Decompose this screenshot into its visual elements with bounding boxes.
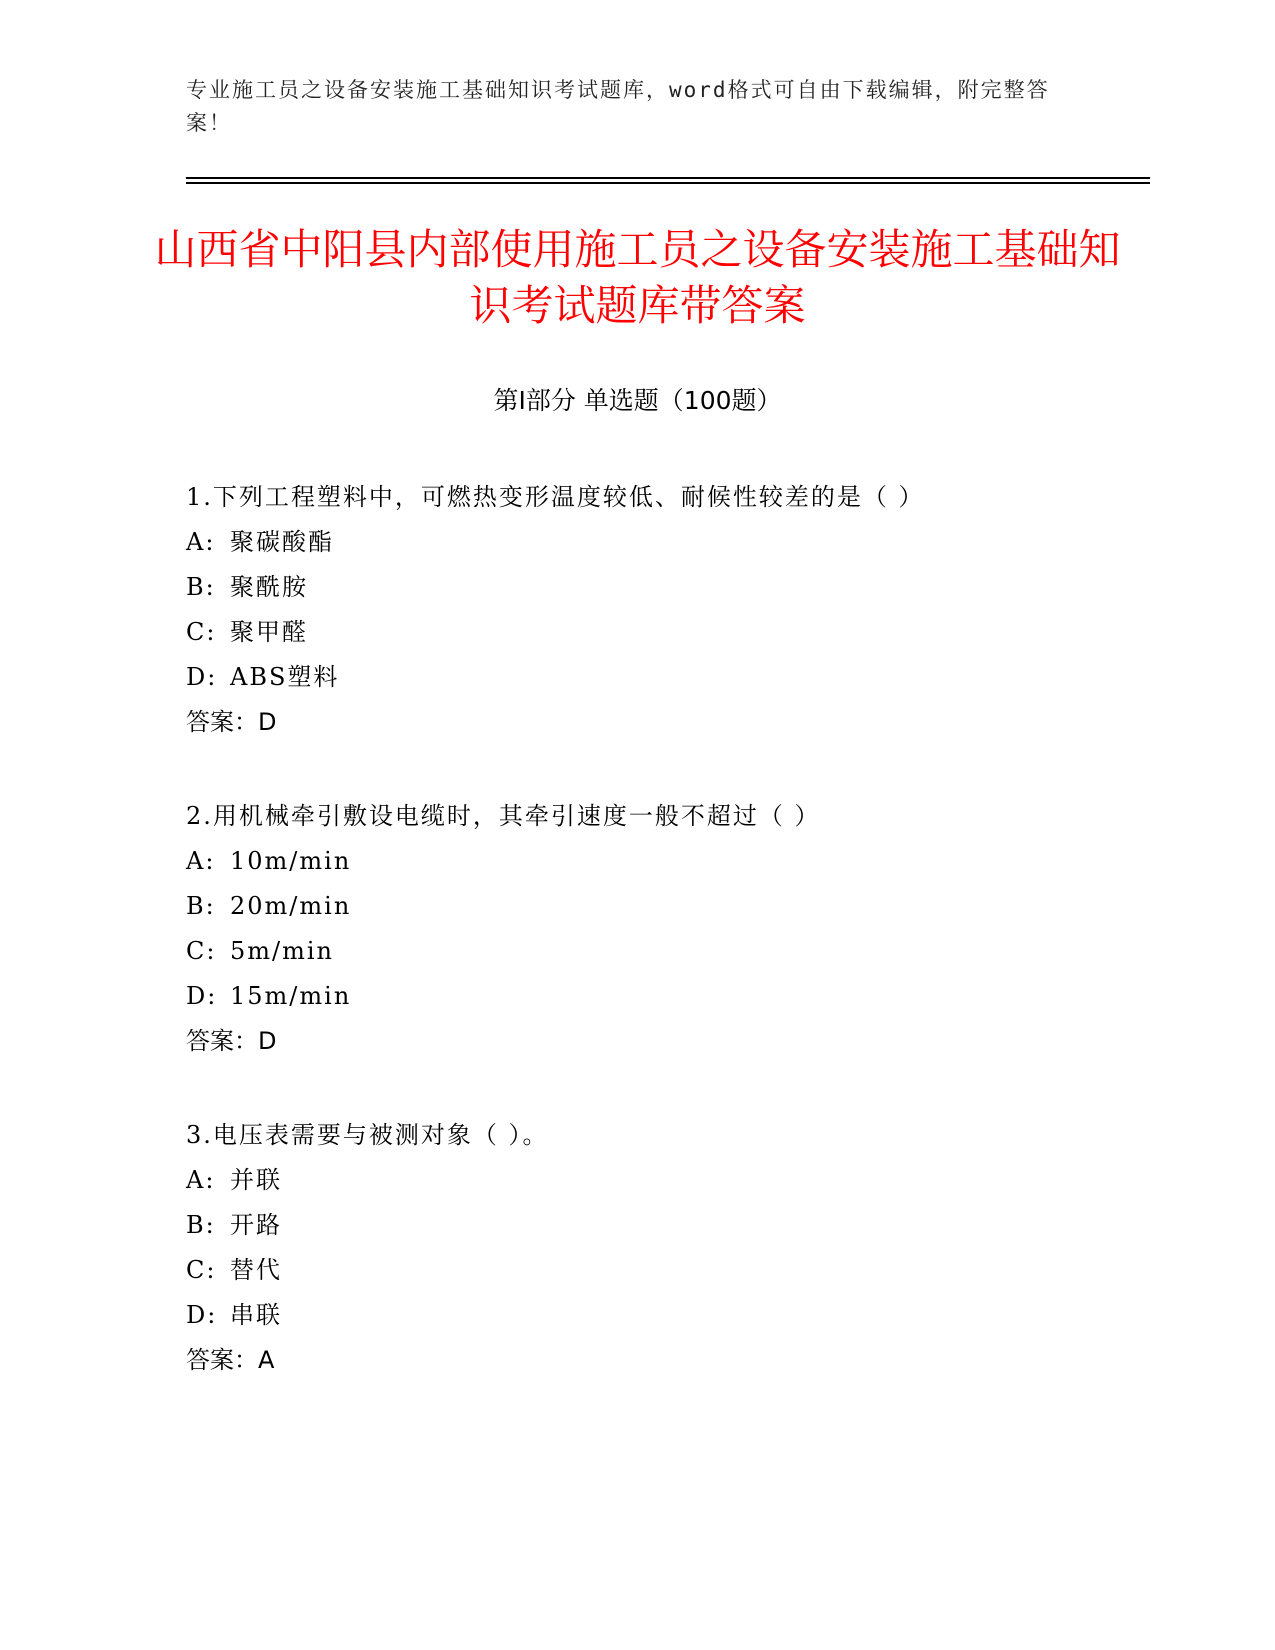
- option-c: [186, 929, 1136, 974]
- option-text: 替代: [230, 1256, 282, 1284]
- option-b: [186, 565, 1136, 610]
- question-list: [186, 475, 1136, 1432]
- option-letter: C:: [186, 1256, 217, 1284]
- option-letter: B:: [186, 892, 216, 920]
- option-text: 并联: [230, 1166, 282, 1194]
- option-d: [186, 974, 1136, 1019]
- question-stem: 3.电压表需要与被测对象（ ）。: [186, 1121, 549, 1149]
- option-c: [186, 610, 1136, 655]
- question-3: [186, 1113, 1136, 1383]
- option-text: ABS塑料: [230, 663, 340, 691]
- option-letter: D:: [186, 1301, 218, 1329]
- question-1: [186, 475, 1136, 745]
- option-text: 20m/min: [230, 892, 352, 920]
- option-text: 聚碳酸酯: [230, 528, 334, 556]
- option-letter: B:: [186, 1211, 216, 1239]
- option-letter: A:: [186, 528, 216, 556]
- option-letter: A:: [186, 1166, 216, 1194]
- header-divider-bottom: [186, 182, 1150, 184]
- answer-line: 答案：D: [186, 708, 277, 736]
- option-text: 15m/min: [230, 982, 352, 1010]
- document-title: 山西省中阳县内部使用施工员之设备安装施工基础知识考试题库带答案: [154, 225, 1121, 330]
- option-text: 聚酰胺: [230, 573, 308, 601]
- option-letter: C:: [186, 618, 217, 646]
- answer-line: 答案：D: [186, 1027, 277, 1055]
- header-divider-top: [186, 177, 1150, 179]
- option-letter: A:: [186, 847, 216, 875]
- question-2: [186, 794, 1136, 1064]
- option-b: [186, 884, 1136, 929]
- option-b: [186, 1203, 1136, 1248]
- document-header-note: 专业施工员之设备安装施工基础知识考试题库，word格式可自由下载编辑，附完整答案！: [186, 78, 1050, 135]
- question-stem: 1.下列工程塑料中，可燃热变形温度较低、耐候性较差的是（ ）: [186, 483, 925, 511]
- option-c: [186, 1248, 1136, 1293]
- option-letter: D:: [186, 663, 218, 691]
- option-text: 串联: [230, 1301, 282, 1329]
- answer-line: 答案：A: [186, 1346, 275, 1374]
- option-text: 聚甲醛: [230, 618, 308, 646]
- option-text: 5m/min: [230, 937, 335, 965]
- option-d: [186, 1293, 1136, 1338]
- option-d: [186, 655, 1136, 700]
- option-text: 10m/min: [230, 847, 352, 875]
- option-a: [186, 1158, 1136, 1203]
- option-letter: C:: [186, 937, 217, 965]
- option-letter: B:: [186, 573, 216, 601]
- option-letter: D:: [186, 982, 218, 1010]
- question-stem: 2.用机械牵引敷设电缆时，其牵引速度一般不超过（ ）: [186, 802, 821, 830]
- option-a: [186, 520, 1136, 565]
- option-text: 开路: [230, 1211, 282, 1239]
- section-title: 第Ⅰ部分 单选题（100题）: [493, 386, 782, 415]
- option-a: [186, 839, 1136, 884]
